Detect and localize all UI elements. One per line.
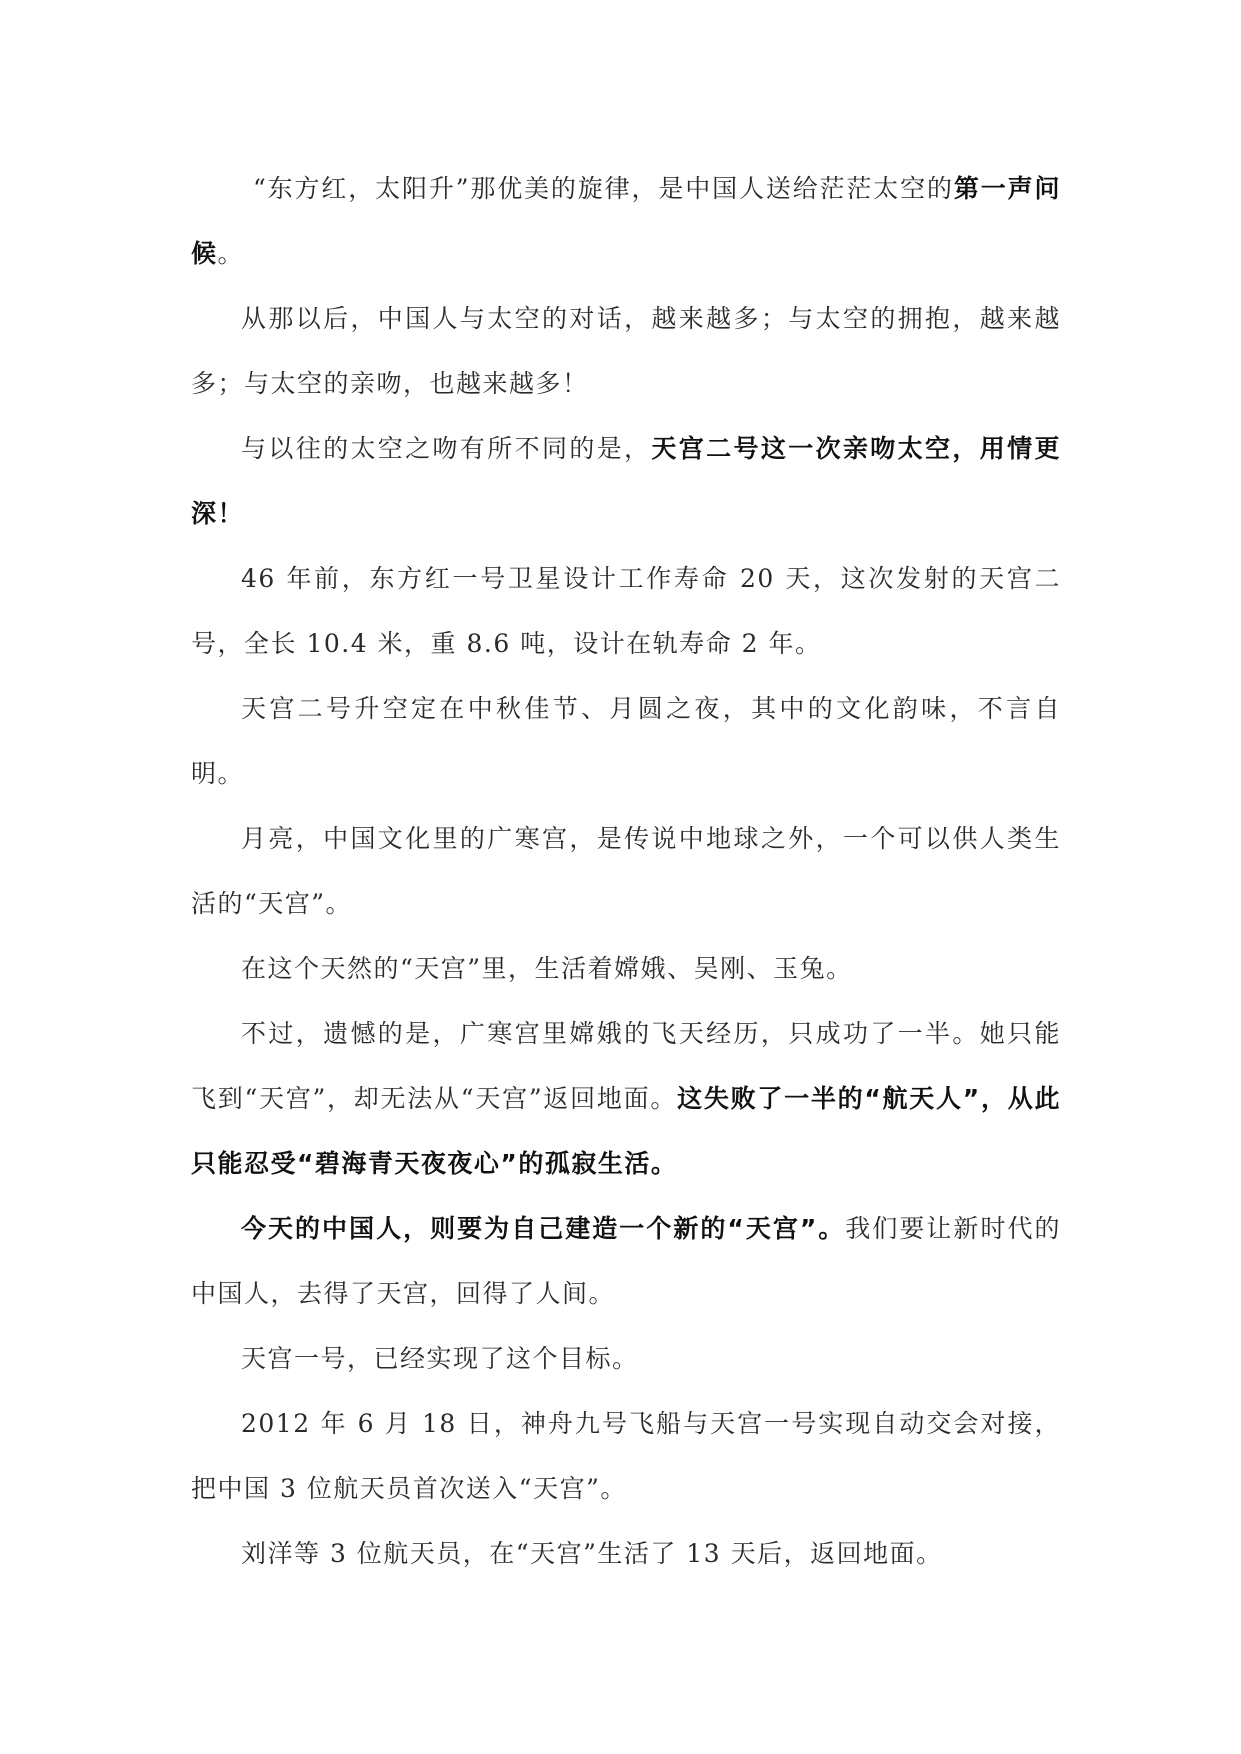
text-segment: 天宫一号，已经实现了这个目标。: [241, 1344, 639, 1373]
text-segment: 2012 年 6 月 18 日，神舟九号飞船与天宫一号实现自动交会对接，把中国 3 位航天员首次送入“天宫”。: [191, 1409, 1061, 1503]
text-segment: 。: [217, 239, 245, 268]
paragraph-4: [191, 546, 1061, 676]
bold-text-segment: 今天的中国人，则要为自己建造一个新的“天宫”。: [241, 1214, 846, 1243]
text-segment: 天宫二号升空定在中秋佳节、月圆之夜，其中的文化韵味，不言自明。: [191, 694, 1061, 788]
text-segment: 与以往的太空之吻有所不同的是，: [241, 434, 652, 463]
paragraph-8: [191, 1001, 1061, 1196]
paragraph-10: [191, 1326, 1061, 1391]
text-segment: 不过，遗憾的是，广寒宫里嫦娥的飞天经历，只成功了一半。她只能飞到“天宫”，却无法从“天宫”返回地面。: [191, 1019, 1061, 1113]
paragraph-1: [191, 156, 1061, 286]
bold-text-segment: 第一声问候: [191, 174, 1061, 268]
paragraph-7: [191, 936, 1061, 1001]
paragraph-12: [191, 1521, 1061, 1586]
bold-text-segment: 这失败了一半的“航天人”，从此只能忍受“碧海青天夜夜心”的孤寂生活。: [191, 1084, 1061, 1178]
text-segment: “东方红，太阳升”那优美的旋律，是中国人送给茫茫太空的: [253, 174, 954, 203]
text-segment: 在这个天然的“天宫”里，生活着嫦娥、吴刚、玉兔。: [241, 954, 853, 983]
paragraph-2: [191, 286, 1061, 416]
paragraph-11: [191, 1391, 1061, 1521]
text-segment: 我们要让新时代的中国人，去得了天宫，回得了人间。: [191, 1214, 1061, 1308]
text-segment: 46 年前，东方红一号卫星设计工作寿命 20 天，这次发射的天宫二号，全长 10.4 米，重 8.6 吨，设计在轨寿命 2 年。: [191, 564, 1061, 658]
paragraph-9: [191, 1196, 1061, 1326]
paragraph-6: [191, 806, 1061, 936]
text-segment: 月亮，中国文化里的广寒宫，是传说中地球之外，一个可以供人类生活的“天宫”。: [191, 824, 1061, 918]
text-segment: 刘洋等 3 位航天员，在“天宫”生活了 13 天后，返回地面。: [241, 1539, 943, 1568]
paragraph-3: [191, 416, 1061, 546]
article-body: [191, 156, 1061, 1586]
paragraph-5: [191, 676, 1061, 806]
bold-text-segment: 天宫二号这一次亲吻太空，用情更深！: [191, 434, 1061, 528]
text-segment: 从那以后，中国人与太空的对话，越来越多；与太空的拥抱，越来越多；与太空的亲吻，也越来越多！: [191, 304, 1061, 398]
